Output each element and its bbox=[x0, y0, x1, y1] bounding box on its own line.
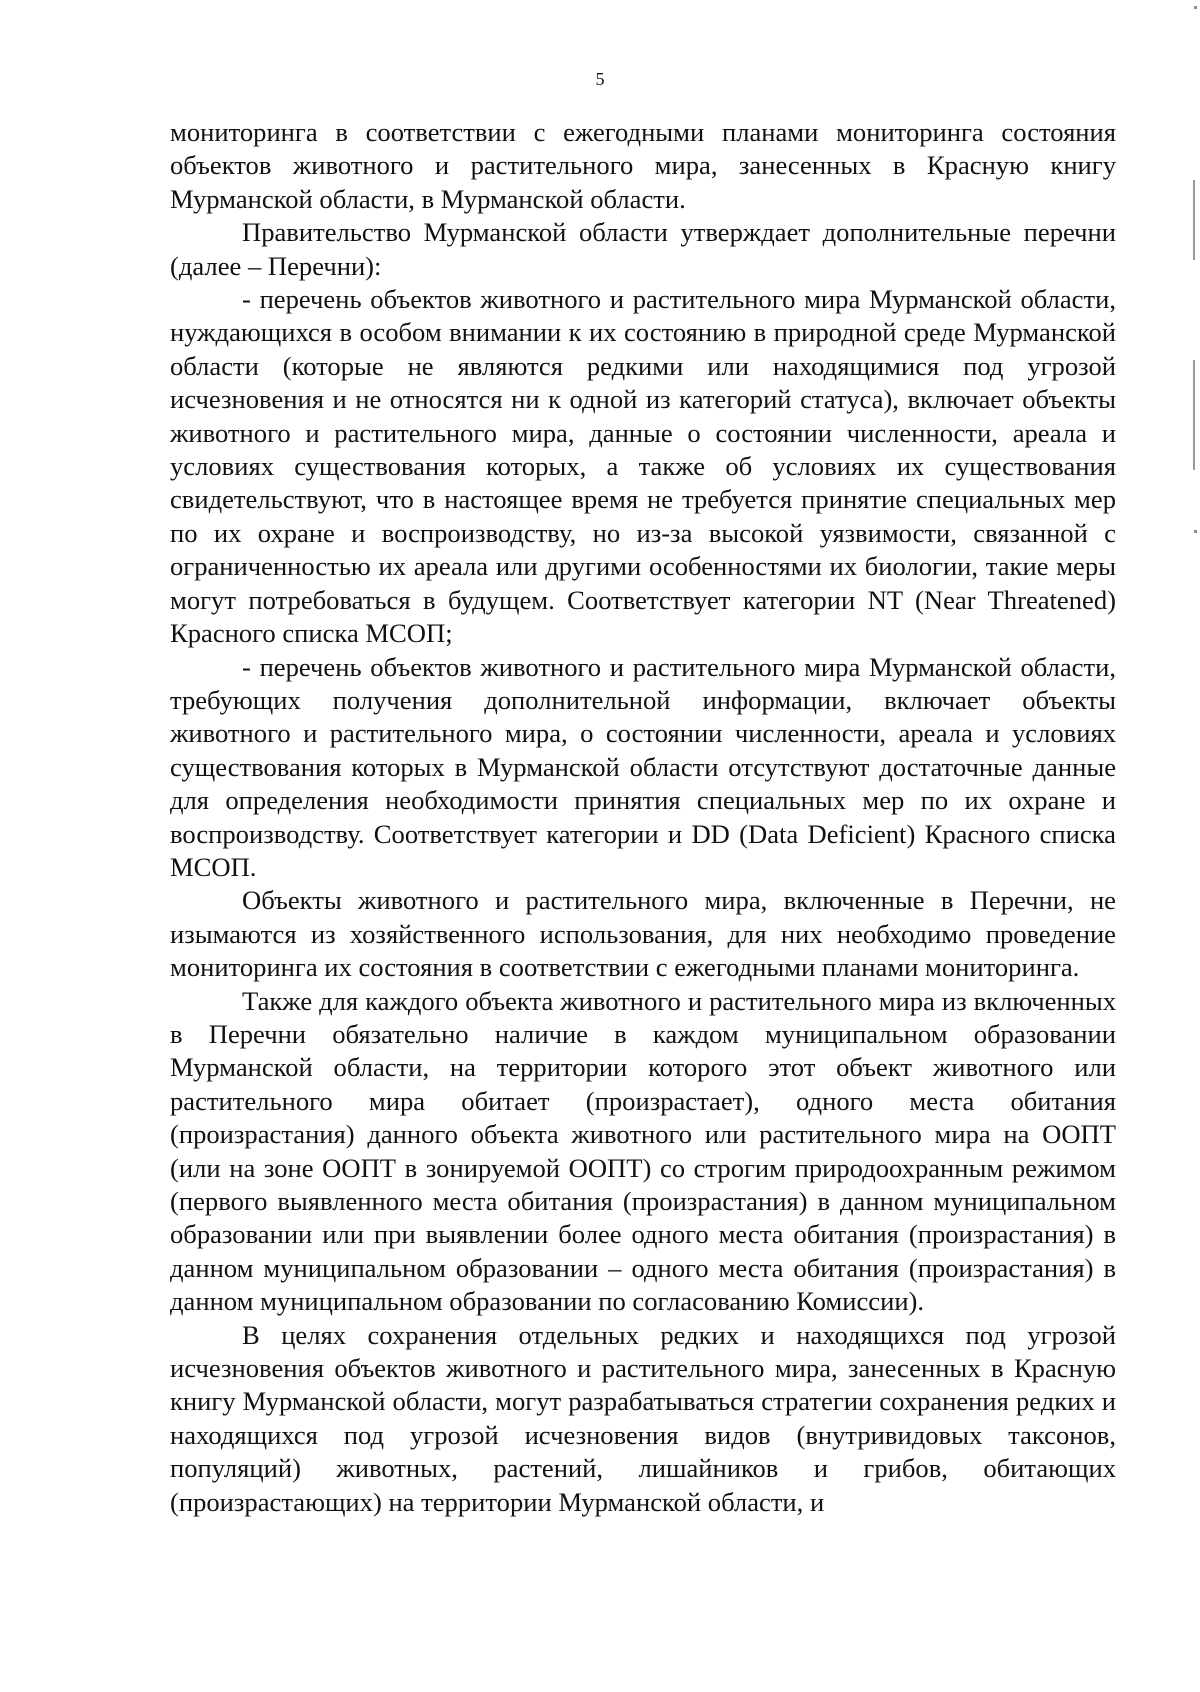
list-item-data-deficient: - перечень объектов животного и растительного мира Мурманской области, требующих получения дополнительной информации, включает объекты животного и растительного мира, о состоянии численности, ареала и условиях существования которых в Мурманской области отсутствуют достаточные данные для определения необходимости принятия специальных мер по их охране и воспроизводству. Соответствует категории и DD (Data Deficient) Красного списка МСОП. bbox=[170, 651, 1116, 882]
paragraph-lists-intro: Правительство Мурманской области утверждает дополнительные перечни (далее – Перечни): bbox=[170, 217, 1116, 281]
paragraph-continuation: мониторинга в соответствии с ежегодными планами мониторинга состояния объектов животного и растительного мира, занесенных в Красную книгу Мурманской области, в Мурманской области. bbox=[170, 117, 1116, 214]
list-item-near-threatened: - перечень объектов животного и растительного мира Мурманской области, нуждающихся в особом внимании к их состоянию в природной среде Мурманской области (которые не являются редкими или находящимися под угрозой исчезновения и не относятся ни к одной из категорий статуса), включает объекты животного и растительного мира, данные о состоянии численности, ареала и условиях существования которых, а также об условиях их существования свидетельствуют, что в настоящее время не требуется принятие специальных мер по их охране и воспроизводству, но из-за высокой уязвимости, связанной с ограниченностью их ареала или другими особенностями их биологии, такие меры могут потребоваться в будущем. Соответствует категории NT (Near Threatened) Красного списка МСОП; bbox=[170, 284, 1116, 649]
scan-edge-dot bbox=[1194, 530, 1197, 533]
paragraph-strategies: В целях сохранения отдельных редких и находящихся под угрозой исчезновения объектов животного и растительного мира, занесенных в Красную книгу Мурманской области, могут разрабатываться стратегии сохранения редких и находящихся под угрозой исчезновения видов (внутривидовых таксонов, популяций) животных, растений, лишайников и грибов, обитающих (произрастающих) на территории Мурманской области, и bbox=[170, 1319, 1116, 1517]
paragraph-lists-monitoring: Объекты животного и растительного мира, включенные в Перечни, не изымаются из хозяйственного использования, для них необходимо проведение мониторинга их состояния в соответствии с ежегодными планами мониторинга. bbox=[170, 885, 1116, 983]
paragraph-protected-areas: Также для каждого объекта животного и растительного мира из включенных в Перечни обязательно наличие в каждом муниципальном образовании Мурманской области, на территории которого этот объект животного или растительного мира обитает (произрастает), одного места обитания (произрастания) данного объекта животного или растительного мира на ООПТ (или на зоне ООПТ в зонируемой ООПТ) со строгим природоохранным режимом (первого выявленного места обитания (произрастания) в данном муниципальном образовании или при выявлении более одного места обитания (произрастания) в данном муниципальном образовании – одного места обитания (произрастания) в данном муниципальном образовании по согласованию Комиссии). bbox=[170, 985, 1116, 1317]
scan-edge-dot bbox=[1194, 6, 1197, 9]
page-number: 5 bbox=[595, 69, 605, 89]
scan-edge-mark bbox=[1193, 360, 1195, 470]
scan-edge-mark bbox=[1193, 180, 1195, 260]
document-body bbox=[170, 116, 1116, 1519]
